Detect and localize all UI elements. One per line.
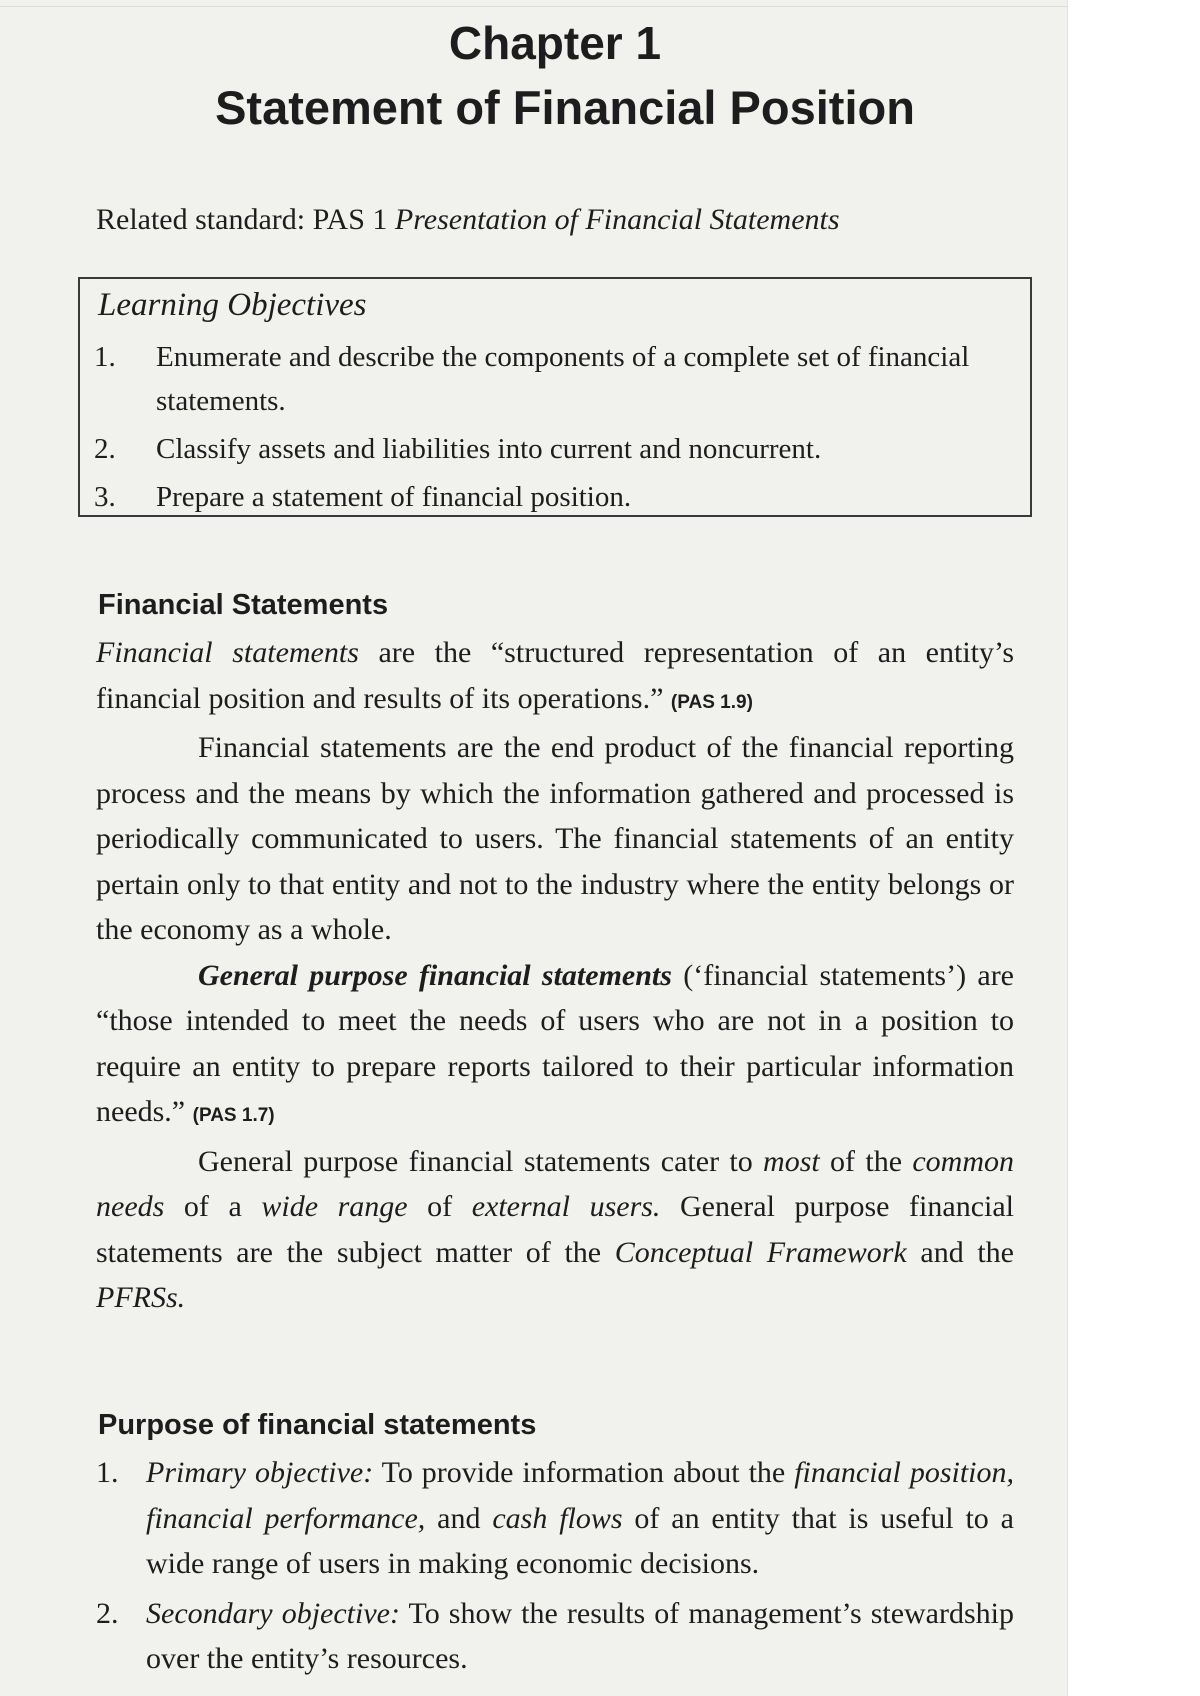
emphasis: most	[763, 1144, 820, 1178]
text-run: To show the results of management’s stewardship over the entity’s resources.	[146, 1596, 1014, 1675]
learning-objectives-box	[78, 277, 1032, 517]
top-divider	[0, 6, 1068, 7]
text-run: General purpose financial statements cater to	[198, 1144, 764, 1178]
text-run: of a	[164, 1190, 262, 1223]
emphasis: Conceptual Framework	[614, 1235, 907, 1269]
related-standard-title: Presentation of Financial Statements	[394, 203, 840, 236]
related-prefix: Related standard: PAS 1	[96, 203, 395, 236]
learning-objectives-heading: Learning Objectives	[98, 287, 367, 323]
item-number: 3.	[94, 481, 116, 513]
list-item	[94, 475, 1018, 519]
paragraph	[96, 953, 1014, 1139]
text-run: To provide information about the	[373, 1456, 795, 1489]
list-item	[94, 335, 1018, 423]
emphasis: common needs	[96, 1144, 1015, 1223]
defined-term: Financial statements	[96, 636, 359, 669]
financial-statements-body	[96, 630, 1014, 1321]
citation: (PAS 1.9)	[670, 691, 753, 713]
text-run: of the	[819, 1144, 913, 1178]
list-item	[96, 1450, 1014, 1587]
emphasis: PFRSs.	[96, 1281, 186, 1314]
text-run: General purpose financial statements are the subject matter of the	[96, 1190, 1014, 1269]
item-number: 1.	[94, 341, 116, 373]
item-text: Enumerate and describe the components of a complete set of financial statements.	[156, 341, 970, 417]
citation: (PAS 1.7)	[192, 1105, 275, 1126]
text-run: of an entity that is useful to a wide range of users in making economic decisions.	[146, 1501, 1014, 1580]
paragraph-text: are the “structured representation of an entity’s financial position and results of its operations.”	[96, 636, 1014, 715]
chapter-number: Chapter 1	[448, 17, 662, 69]
paragraph	[96, 630, 1014, 725]
section-heading-purpose: Purpose of financial statements	[98, 1409, 537, 1441]
paragraph: Financial statements are the end product of the financial reporting process and the means by which the information gathered and processed is periodically communicated to users. The financial statements of an entity pertain only to that entity and not to the industry where the entity belongs or the economy as a whole.	[96, 731, 1014, 946]
list-item	[96, 1591, 1014, 1682]
learning-objectives-list	[94, 335, 1018, 523]
emphasis: financial position, financial performance,	[146, 1456, 1014, 1535]
purpose-list	[96, 1450, 1014, 1686]
emphasis: wide range	[261, 1190, 408, 1223]
paragraph	[96, 1139, 1014, 1321]
chapter-title: Statement of Financial Position	[215, 81, 915, 134]
section-heading-financial-statements: Financial Statements	[98, 589, 389, 621]
objective-label: Primary objective:	[146, 1456, 374, 1489]
item-number: 2.	[94, 433, 116, 465]
related-standard	[96, 200, 840, 240]
item-text: Prepare a statement of financial position.	[156, 481, 632, 513]
item-number: 1.	[96, 1456, 119, 1489]
defined-term: General purpose financial statements	[198, 958, 672, 992]
text-run: and the	[906, 1235, 1015, 1269]
text-run: and	[425, 1501, 493, 1535]
emphasis: external users.	[471, 1190, 661, 1223]
text-run: of	[407, 1190, 472, 1223]
paragraph-text: (‘financial statements’) are “those intended to meet the needs of users who are not in a position to require an entity to prepare reports tailored to their particular information needs.”	[96, 958, 1014, 1128]
objective-label: Secondary objective:	[146, 1596, 400, 1630]
item-text: Classify assets and liabilities into current and noncurrent.	[156, 433, 822, 465]
list-item	[94, 427, 1018, 471]
item-number: 2.	[96, 1596, 119, 1630]
emphasis: cash flows	[492, 1501, 623, 1535]
